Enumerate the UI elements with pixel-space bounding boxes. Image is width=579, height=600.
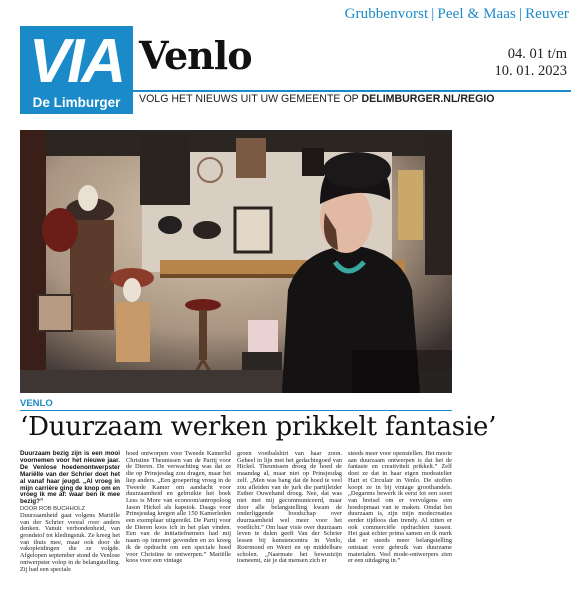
article-byline: DOOR ROB BUCHHOLZ bbox=[20, 506, 86, 513]
article-body-4: steeds meer voor openstellen. Het mooie aan duurzaam ontwerpen is dat het de fantasie en creativiteit prikkelt.” Zelf doet ze dat in haar eigen modeatelier Hart et Circulair in Venlo. De stoffen koopt ze in bij vintage groothandels. „Degarens bewerk ik eerst tot een soort van breisel om er vervolgens een hoedopmaat van te maken. Omdat het duurzaam is, zijn mijn modecreaties eerder tijdloos dan trendy. Al zitten er ook commerciële opdrachten tussen. Het gaat echter prima samen en ik merk dat er steeds meer belangstelling ontstaat voor gebruik van duurzame materialen. Veel mode-ontwerpers zien er een uitdaging in.” bbox=[348, 450, 452, 565]
article-column-2 bbox=[126, 451, 231, 565]
edition-title: Venlo bbox=[139, 33, 252, 78]
article-lead: Duurzaam bezig zijn is een mooi voornemen voor het nieuwe jaar. De Venlose hoedenontwerpster Mariëlle van der Schrier doet het al vanaf haar jeugd. „Al vroeg in mijn carrière ging de knop om en vroeg ik me af: waar ben ik mee bezig?” bbox=[20, 450, 120, 506]
article-body-3: groen voetbalshirt van haar zoon. Geheel in lijn met het gedachtegoed van Hickel. Theunissen droeg de hoed de maandag al, maar niet op Prinsjesdag zelf. „Men was bang dat de hoed te veel zou afleiden van de jurk die partijleider Esther Ouwehand droeg. Nee, dat was niet met mij gecommuniceerd, maar door alle belangstelling kwam de onderliggende boodschap over duurzaamheid wel meer voor het voetlicht.” Om haar visie over duurzaam leven te delen geeft Van der Schrier lessen bij kunstencentra in Venlo, Roermond en Weert en op middelbare scholen. „Naarmate het bewustzijn toeneemt, zie je dat mensen zich er bbox=[237, 450, 342, 565]
article-column-4 bbox=[348, 451, 452, 565]
region-reuver: Reuver bbox=[525, 6, 569, 22]
tagline: VOLG HET NIEUWS UIT UW GEMEENTE OP DELIMBURGER.NL/REGIO bbox=[139, 93, 495, 105]
header-rule bbox=[133, 90, 571, 92]
svg-text:VIA: VIA bbox=[28, 27, 124, 92]
article-body-1: Duurzaamheid gaat volgens Mariëlle van der Schrier vooral over anders denken. Vanuit verbondenheid, van grondstof tot kledingstuk. Ze kreeg het van thuis mee, maar ook door de vakopleidingen die ze volgde. Afgelopen september stond de Venlose ontwerpster volop in de belangstelling. Zij had een speciale bbox=[20, 511, 120, 573]
section-label: VENLO bbox=[20, 398, 53, 409]
article-photo bbox=[20, 130, 452, 393]
article-column-1 bbox=[20, 451, 120, 573]
region-links: Grubbenvorst | Peel & Maas | Reuver bbox=[344, 6, 569, 22]
article-headline: ‘Duurzaam werken prikkelt fantasie’ bbox=[20, 412, 497, 442]
article-body-2: hoed ontworpen voor Tweede Kamerlid Christine Theunissen van de Partij voor de Dieren. De verwachting was dat ze die op Prinsjesdag zou dragen, maar het liep anders. „Een groepering vroeg in de Tweede Kamer om aandacht voor duurzaamheid en gebruikte het boek Less is More van econoom/antropoloog Jason Hickel als kapstok. Daags voor Prinsjesdag kregen alle 150 Kamerleden een exemplaar uitgereikt. De Partij voor de Dieren koos ich in het plan vinden. Een van de initiatiefnemers had mij naam op internet gevonden en zo kreeg ik de opdracht om een speciale hoed voor Christine te ontwerpen.” Mariëlle koos voor een vintage bbox=[126, 450, 231, 565]
region-grubbenvorst: Grubbenvorst bbox=[344, 6, 429, 22]
atelier-photo-illustration bbox=[20, 130, 452, 393]
edition-dates bbox=[495, 46, 568, 80]
date-range-start: 04. 01 t/m bbox=[507, 46, 567, 62]
region-peel-maas: Peel & Maas bbox=[437, 6, 516, 22]
article-column-3 bbox=[237, 451, 342, 565]
regio-url: DELIMBURGER.NL/REGIO bbox=[361, 93, 495, 105]
via-logo bbox=[20, 26, 133, 92]
de-limburger-logo: De Limburger bbox=[20, 92, 133, 114]
date-range-end: 10. 01. 2023 bbox=[494, 63, 567, 79]
